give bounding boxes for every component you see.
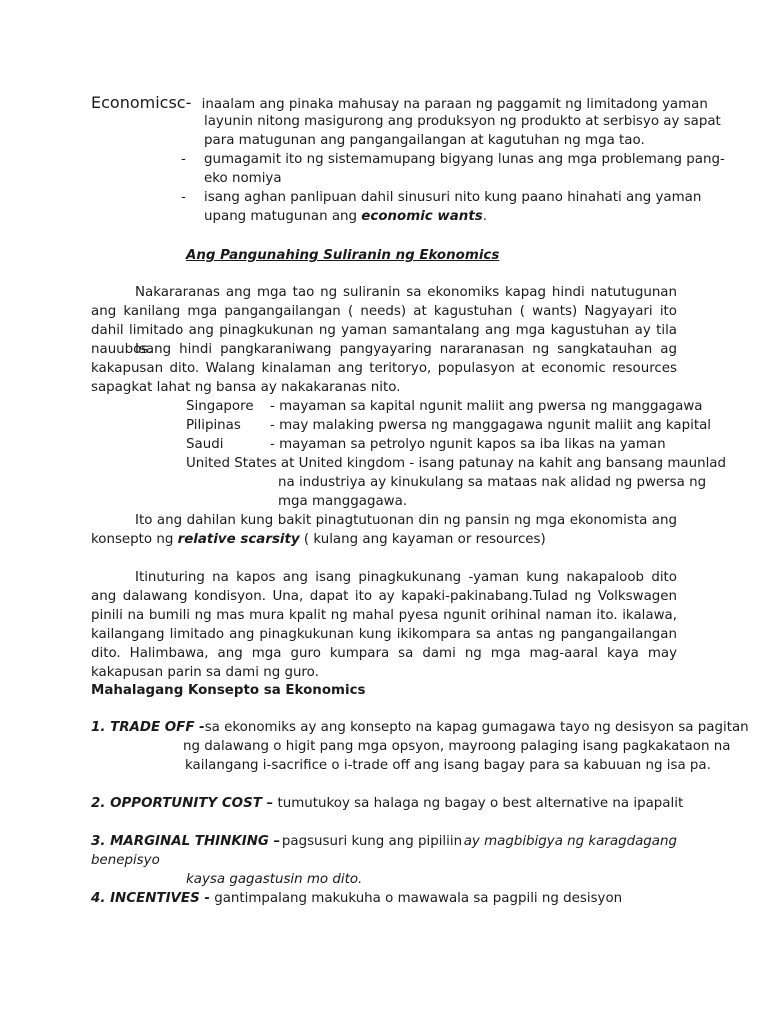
- trade-off-line-3: kailangang i-sacrifice o i-trade off ang isang bagay para sa kabuuan ng isa pa.: [185, 758, 711, 773]
- country-description: - mayaman sa kapital ngunit maliit ang pwersa ng manggagawa: [270, 399, 703, 414]
- economics-term: Economicsc-: [91, 93, 192, 112]
- incentives-text: gantimpalang makukuha o mawawala sa pagpili ng desisyon: [209, 891, 623, 906]
- country-name: Pilipinas: [186, 418, 241, 433]
- bullet-dash: -: [181, 152, 186, 167]
- country-description: - may malaking pwersa ng manggagawa ngunit maliit ang kapital: [270, 418, 712, 433]
- paragraph-relative-scarcity-line-2: [91, 530, 546, 549]
- definition-2-line-1: gumagamit ito ng sistemamupang bigyang lunas ang mga problemang pang-: [204, 152, 725, 167]
- incentives-label: 4. INCENTIVES -: [91, 891, 210, 906]
- opportunity-cost-line: [91, 794, 683, 813]
- economic-wants-term: economic wants: [361, 209, 483, 224]
- definition-1-line-1: inaalam ang pinaka mahusay na paraan ng paggamit ng limitadong yaman: [201, 97, 708, 112]
- trade-off-line-2: ng dalawang o higit pang mga opsyon, mayroong palaging isang pagkakataon na: [183, 739, 731, 754]
- definition-2-line-2: eko nomiya: [204, 171, 282, 186]
- country-name: Singapore: [186, 399, 254, 414]
- paragraph-relative-scarcity-line-1: Ito ang dahilan kung bakit pinagtutuonan din ng pansin ng mga ekonomista ang: [135, 513, 677, 528]
- section-heading-key-concepts: Mahalagang Konsepto sa Ekonomics: [91, 683, 366, 698]
- definition-3-line-1: isang aghan panlipuan dahil sinusuri nito kung paano hinahati ang yaman: [204, 190, 702, 205]
- definition-1-line-2: layunin nitong masigurong ang produksyon ng produkto at serbisyo ay sapat: [204, 114, 721, 129]
- country-name: Saudi: [186, 437, 224, 452]
- trade-off-label: 1. TRADE OFF -: [91, 720, 205, 735]
- marginal-thinking-line-3: kaysa gagastusin mo dito.: [186, 872, 363, 887]
- us-uk-line-3: mga manggagawa.: [278, 494, 408, 509]
- definition-1-line-3: para matugunan ang pangangailangan at kagutuhan ng mga tao.: [204, 133, 645, 148]
- definition-3-suffix: .: [482, 209, 487, 224]
- relative-scarcity-prefix: konsepto ng: [91, 532, 178, 547]
- country-description: - mayaman sa petrolyo ngunit kapos sa iba likas na yaman: [270, 437, 666, 452]
- marginal-thinking-label: 3. MARGINAL THINKING –: [91, 834, 281, 849]
- marginal-thinking-text-italic: ay magbibigya ng karagdagang: [463, 834, 677, 849]
- economics-definition-line-1: [91, 93, 708, 114]
- marginal-thinking-line-2: benepisyo: [91, 853, 160, 868]
- us-uk-line-2: na industriya ay kinukulang sa mataas nak alidad ng pwersa ng: [278, 475, 707, 490]
- definition-3-prefix: upang matugunan ang: [204, 209, 362, 224]
- trade-off-text-1: sa ekonomiks ay ang konsepto na kapag gumagawa tayo ng desisyon sa pagitan: [204, 720, 749, 735]
- paragraph-needs-wants: Nakararanas ang mga tao ng suliranin sa ekonomiks kapag hindi natutugunan ang kanilang mga pangangailangan ( needs) at kagustuhan ( wants) Nagyayari ito dahil limitado ang pinagkukunan ng yaman samantalang ang mga kagustuhan ay tila nauubos.: [91, 285, 677, 357]
- section-heading-main-problem: Ang Pangunahing Suliranin ng Ekonomics: [186, 248, 500, 263]
- trade-off-line-1: [91, 718, 749, 737]
- relative-scarcity-term: relative scarsity: [177, 532, 300, 547]
- incentives-line: [91, 889, 622, 908]
- opportunity-cost-label: 2. OPPORTUNITY COST –: [91, 796, 274, 811]
- us-uk-line-1: United States at United kingdom - isang patunay na kahit ang bansang maunlad: [186, 456, 727, 471]
- marginal-thinking-line-1: [91, 832, 677, 851]
- definition-3-line-2: [204, 207, 487, 226]
- relative-scarcity-suffix: ( kulang ang kayaman or resources): [299, 532, 546, 547]
- opportunity-cost-text: tumutukoy sa halaga ng bagay o best alternative na ipapalit: [273, 796, 684, 811]
- paragraph-two-conditions: Itinuturing na kapos ang isang pinagkukunang -yaman kung nakapaloob dito ang dalawang kondisyon. Una, dapat ito ay kapaki-pakinabang.Tulad ng Volkswagen pinili na bumili ng mas mura kpalit ng mahal pyesa ngunit orihinal naman ito. ikalawa, kailangang limitado ang pinagkukunan kung ikikompara sa antas ng pangangailangan dito. Halimbawa, ang mga guro kumpara sa dami ng mga mag-aaral kaya may kakapusan parin sa dami ng guro.: [91, 570, 677, 680]
- bullet-dash: -: [181, 190, 186, 205]
- marginal-thinking-text-plain: pagsusuri kung ang pipiliin: [281, 834, 463, 849]
- paragraph-scarcity: Isang hindi pangkaraniwang pangyayaring nararanasan ng sangkatauhan ag kakapusan dito. Walang kinalaman ang teritoryo, populasyon at economic resources sapagkat lahat ng bansa ay nakakaranas nito.: [91, 342, 677, 395]
